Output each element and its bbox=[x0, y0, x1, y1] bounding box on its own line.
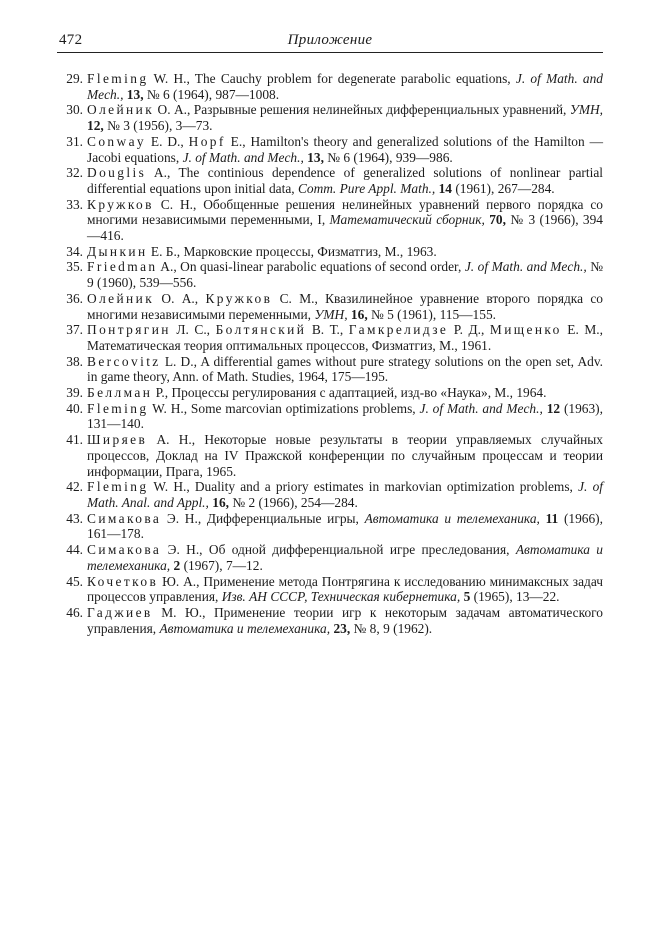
reference-text: А. Н., Некоторые новые результаты в теории управляемых случайных процессов, Доклад на IV Пражской конференции по случайным процессам и теории информации, Прага, 1965. bbox=[87, 432, 603, 479]
page-number: 472 bbox=[59, 32, 83, 48]
reference-author: Ширяев bbox=[87, 432, 148, 448]
reference-number: 30. bbox=[66, 102, 83, 118]
running-title: Приложение bbox=[287, 32, 373, 48]
reference-item bbox=[57, 432, 603, 479]
reference-volume: 5 bbox=[463, 589, 471, 605]
reference-item bbox=[57, 197, 603, 244]
reference-number: 38. bbox=[66, 353, 83, 369]
reference-number: 29. bbox=[66, 71, 83, 86]
reference-text: № 2 (1966), 254—284. bbox=[229, 494, 358, 510]
reference-source: Математический сборник, bbox=[329, 212, 485, 228]
reference-author: Понтрягин bbox=[87, 322, 171, 338]
reference-number: 40. bbox=[66, 400, 83, 416]
reference-text: № 6 (1964), 939—986. bbox=[323, 149, 453, 165]
reference-author: Friedman bbox=[87, 259, 158, 275]
reference-item bbox=[57, 479, 603, 510]
reference-author: Кочетков bbox=[87, 573, 159, 589]
reference-number: 39. bbox=[66, 385, 83, 401]
reference-text: В. Т., bbox=[306, 322, 349, 338]
reference-author: Hopf bbox=[188, 133, 226, 149]
reference-author: Гамкрелидзе bbox=[348, 322, 449, 338]
reference-source: Автоматика и телемеханика, bbox=[364, 510, 540, 526]
reference-author: Кружков bbox=[87, 196, 154, 212]
reference-author: Conway bbox=[87, 133, 147, 149]
reference-text: № 3 (1966), 394—416. bbox=[87, 212, 604, 244]
reference-author: Симакова bbox=[87, 542, 162, 558]
reference-text: Р., Процессы регулирования с адаптацией, изд-во «Наука», М., 1964. bbox=[152, 385, 547, 401]
reference-number: 32. bbox=[66, 165, 83, 181]
reference-list bbox=[57, 71, 603, 636]
reference-volume: 70, bbox=[489, 212, 506, 228]
reference-text: Р. Д., bbox=[448, 322, 490, 338]
reference-number: 36. bbox=[66, 290, 83, 306]
reference-author: Кружков bbox=[205, 290, 273, 306]
reference-number: 44. bbox=[66, 542, 83, 558]
reference-source: J. of Math. and Mech., bbox=[182, 149, 304, 165]
page-header bbox=[57, 30, 603, 53]
reference-author: Олейник bbox=[87, 102, 155, 118]
reference-author: Гаджиев bbox=[87, 604, 153, 620]
reference-text: О. А., bbox=[154, 290, 206, 306]
reference-text: С. Н., Обобщенные решения нелинейных уравнений первого порядка со многими независимыми переменными, I, bbox=[87, 196, 603, 228]
reference-source: J. of Math. and Mech., bbox=[464, 259, 587, 275]
reference-text: (1966), 161—178. bbox=[87, 510, 603, 542]
reference-author: Fleming bbox=[87, 71, 149, 86]
reference-item bbox=[57, 165, 603, 196]
reference-item bbox=[57, 401, 603, 432]
reference-volume: 16, bbox=[212, 494, 229, 510]
reference-number: 45. bbox=[66, 573, 83, 589]
reference-volume: 2 bbox=[173, 557, 181, 573]
reference-text: С. М., Квазилинейное уравнение второго порядка со многими независимыми переменными, bbox=[87, 290, 603, 322]
reference-author: Беллман bbox=[87, 385, 153, 401]
reference-text: (1963), 131—140. bbox=[87, 400, 603, 432]
reference-text: № 8, 9 (1962). bbox=[350, 620, 433, 636]
reference-text: Э. Н., Об одной дифференциальной игре преследования, bbox=[161, 542, 516, 558]
reference-text: A., The continious dependence of generalized solutions of nonlinear partial differential equations upon initial data, bbox=[87, 165, 603, 196]
reference-text: E. D., bbox=[146, 133, 189, 149]
reference-author: Мищенко bbox=[489, 322, 562, 338]
reference-text: (1965), 13—22. bbox=[470, 589, 560, 605]
reference-item bbox=[57, 291, 603, 322]
reference-text: A., On quasi-linear parabolic equations of second order, bbox=[157, 259, 465, 275]
reference-number: 46. bbox=[66, 604, 83, 620]
reference-text: Е. Б., Марковские процессы, Физматгиз, М., 1963. bbox=[147, 243, 437, 259]
reference-volume: 12 bbox=[546, 400, 561, 416]
reference-author: Дынкин bbox=[87, 243, 148, 259]
reference-number: 42. bbox=[66, 479, 83, 495]
reference-text: № 5 (1961), 115—155. bbox=[367, 306, 496, 322]
reference-number: 41. bbox=[66, 432, 83, 448]
reference-source: Автоматика и телемеханика, bbox=[159, 620, 331, 636]
reference-item bbox=[57, 511, 603, 542]
reference-text: Э. Н., Дифференциальные игры, bbox=[161, 510, 365, 526]
reference-author: Симакова bbox=[87, 510, 162, 526]
reference-author: Олейник bbox=[87, 290, 155, 306]
reference-text: Е. М., Математическая теория оптимальных процессов, Физматгиз, М., 1961. bbox=[87, 322, 604, 353]
reference-item bbox=[57, 134, 603, 165]
reference-item bbox=[57, 574, 603, 605]
reference-text: (1967), 7—12. bbox=[180, 557, 263, 573]
reference-source: J. of Math. and Mech., bbox=[87, 71, 604, 102]
reference-volume: 23, bbox=[333, 620, 351, 636]
reference-text: W. H., Duality and a priory estimates in markovian optimization problems, bbox=[148, 479, 579, 495]
reference-item bbox=[57, 71, 603, 102]
reference-author: Bercovitz bbox=[87, 353, 161, 369]
reference-author: Fleming bbox=[87, 479, 149, 495]
reference-volume: 11 bbox=[545, 510, 559, 526]
reference-text: (1961), 267—284. bbox=[451, 180, 555, 196]
reference-text: О. А., Разрывные решения нелинейных дифференциальных уравнений, bbox=[154, 102, 570, 118]
reference-item bbox=[57, 244, 603, 260]
reference-text: № 6 (1964), 987—1008. bbox=[143, 86, 280, 102]
reference-source: Comm. Pure Appl. Math., bbox=[297, 180, 436, 196]
reference-text: № 3 (1956), 3—73. bbox=[103, 118, 213, 134]
reference-text: W. H., The Cauchy problem for degenerate parabolic equations, bbox=[148, 71, 516, 86]
reference-source: J. of Math. Anal. and Appl., bbox=[87, 479, 603, 510]
reference-text: Л. С., bbox=[170, 322, 216, 338]
reference-text: № 9 (1960), 539—556. bbox=[87, 259, 604, 291]
reference-item bbox=[57, 542, 603, 573]
reference-author: Болтянский bbox=[215, 322, 307, 338]
reference-number: 33. bbox=[66, 196, 83, 212]
reference-item bbox=[57, 385, 603, 401]
reference-number: 43. bbox=[66, 510, 83, 526]
reference-item bbox=[57, 102, 603, 133]
reference-text: E., Hamilton's theory and generalized solutions of the Hamilton — Jacobi equations, bbox=[87, 133, 603, 165]
reference-author: Fleming bbox=[87, 400, 149, 416]
reference-text: W. H., Some marcovian optimizations problems, bbox=[148, 400, 420, 416]
reference-source: Изв. АН СССР, Техническая кибернетика, bbox=[221, 589, 461, 605]
reference-source: Автоматика и телемеханика, bbox=[87, 542, 604, 573]
reference-source: УМН, bbox=[569, 102, 603, 118]
reference-volume: 16, bbox=[350, 306, 368, 322]
reference-text: L. D., A differential games without pure strategy solutions on the open set, Adv. in game theory, Ann. of Math. Studies, 1964, 175—195. bbox=[87, 353, 603, 385]
reference-number: 37. bbox=[66, 322, 83, 338]
reference-number: 34. bbox=[66, 243, 83, 259]
reference-volume: 13, bbox=[126, 86, 144, 102]
reference-item bbox=[57, 354, 603, 385]
reference-item bbox=[57, 259, 603, 290]
reference-volume: 13, bbox=[307, 149, 324, 165]
reference-volume: 14 bbox=[438, 180, 452, 196]
reference-volume: 12, bbox=[87, 118, 104, 134]
reference-text: Ю. А., Применение метода Понтрягина к исследованию минимаксных задач процессов управления, bbox=[87, 573, 603, 605]
reference-item bbox=[57, 322, 603, 353]
reference-text: М. Ю., Применение теории игр к некоторым задачам автоматического управления, bbox=[87, 604, 603, 636]
reference-source: УМН, bbox=[314, 306, 348, 322]
reference-item bbox=[57, 605, 603, 636]
reference-number: 31. bbox=[66, 133, 83, 149]
reference-source: J. of Math. and Mech., bbox=[419, 400, 543, 416]
reference-author: Douglis bbox=[87, 165, 147, 181]
reference-number: 35. bbox=[66, 259, 83, 275]
